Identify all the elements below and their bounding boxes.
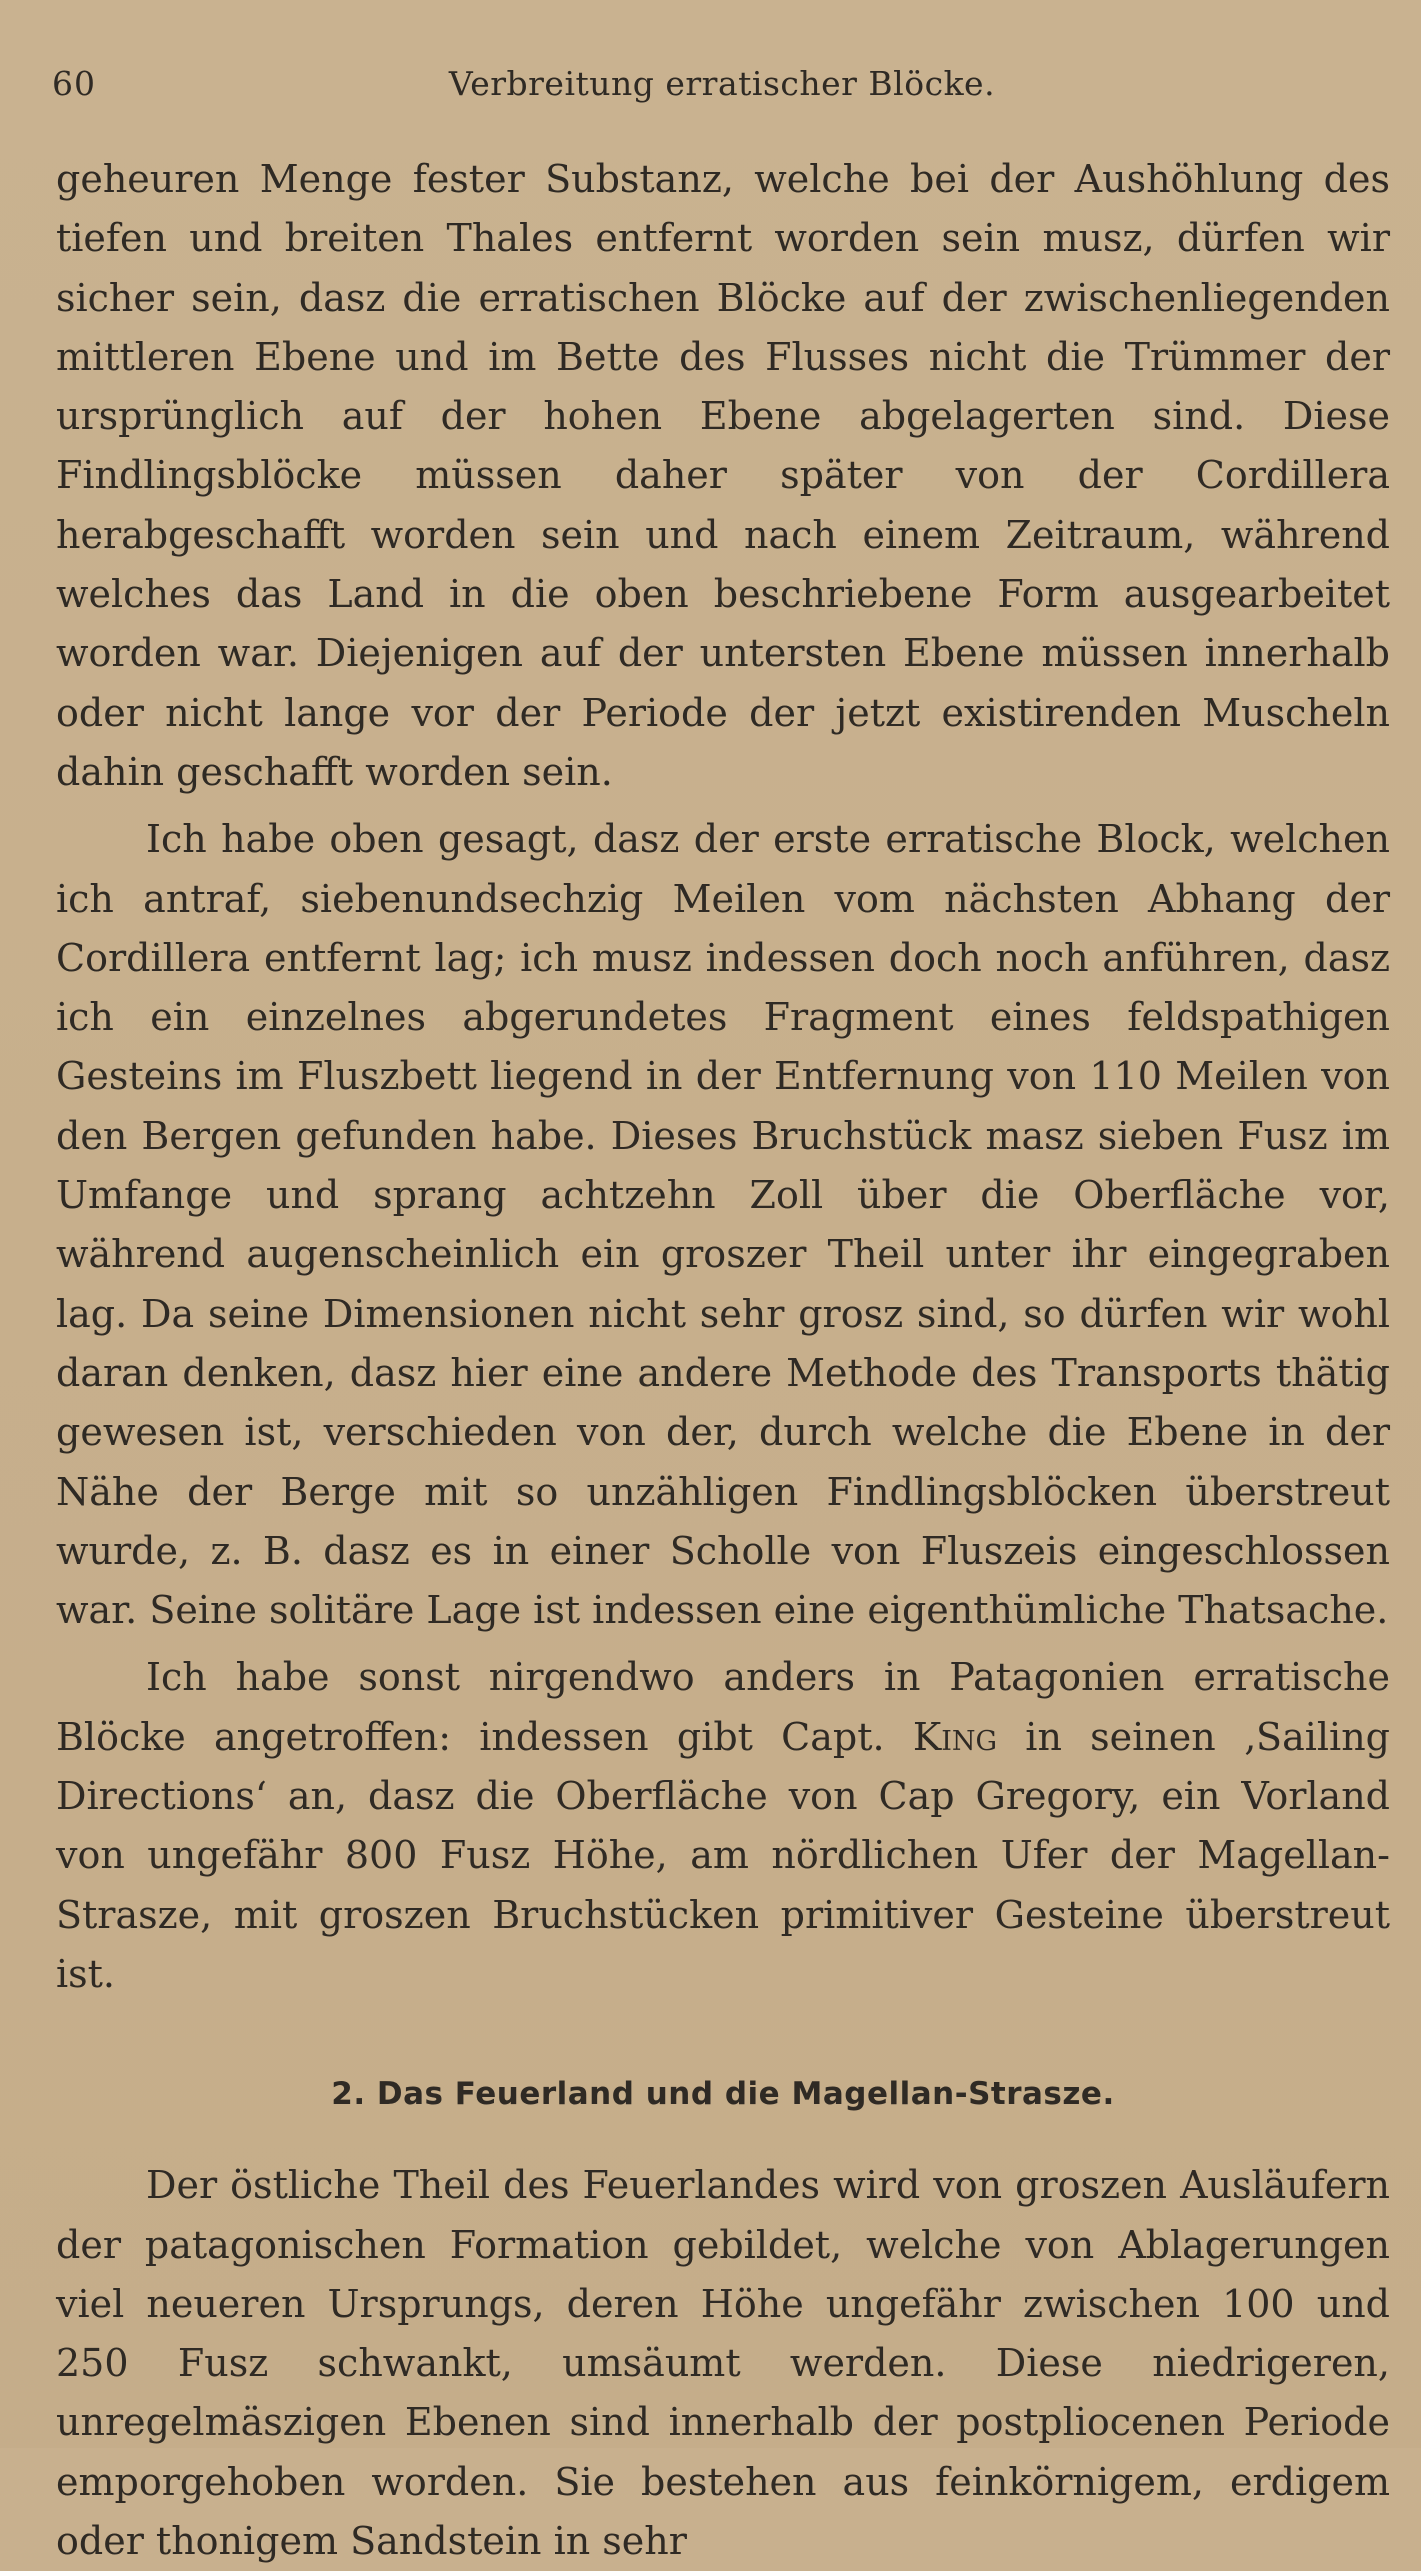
- author-name-king: King: [912, 1714, 998, 1759]
- running-title: Verbreitung erratischer Blöcke.: [448, 64, 996, 103]
- paragraph-1: geheuren Menge fester Substanz, welche bei der Aushöhlung des tiefen und breiten Thales entfernt worden sein musz, dürfen wir sicher sein, dasz die erratischen Blöcke auf der zwischenliegenden mittleren Ebene und im Bette des Flusses nicht die Trümmer der ursprünglich auf der hohen Ebene abgelagerten sind. Diese Findlingsblöcke müssen daher später von der Cordillera herabgeschafft worden sein und nach einem Zeitraum, während welches das Land in die oben beschriebene Form ausgearbeitet worden war. Diejenigen auf der untersten Ebene müssen innerhalb oder nicht lange vor der Periode der jetzt existirenden Muscheln dahin geschafft worden sein.: [56, 157, 1390, 794]
- page-header: [52, 64, 1392, 114]
- paragraph-3-text-before: Ich habe sonst nirgendwo anders in Patagonien erratische Blöcke angetroffen: indessen gibt Capt.: [56, 1655, 1390, 1759]
- paragraph-2: Ich habe oben gesagt, dasz der erste erratische Block, welchen ich antraf, siebenundsechzig Meilen vom nächsten Abhang der Cordillera entfernt lag; ich musz indessen doch noch anführen, dasz ich ein einzelnes abgerundetes Fragment eines feldspathigen Gesteins im Fluszbett liegend in der Entfernung von 110 Meilen von den Bergen gefunden habe. Dieses Bruchstück masz sieben Fusz im Umfange und sprang achtzehn Zoll über die Oberfläche vor, während augenscheinlich ein groszer Theil unter ihr eingegraben lag. Da seine Dimensionen nicht sehr grosz sind, so dürfen wir wohl daran denken, dasz hier eine andere Methode des Transports thätig gewesen ist, verschieden von der, durch welche die Ebene in der Nähe der Berge mit so unzähligen Findlingsblöcken überstreut wurde, z. B. dasz es in einer Scholle von Fluszeis eingeschlossen war. Seine solitäre Lage ist indessen eine eigenthümliche Thatsache.: [56, 817, 1390, 1633]
- section-heading: 2. Das Feuerland und die Magellan-Strasze.: [331, 2076, 1115, 2113]
- page-number: 60: [52, 64, 96, 103]
- paragraph-3-text-after: in seinen ‚Sailing Directions‘ an, dasz die Oberfläche von Cap Gregory, ein Vorland von ungefähr 800 Fusz Höhe, am nördlichen Ufer der Magellan-Strasze, mit groszen Bruchstücken primitiver Gesteine überstreut ist.: [56, 1714, 1390, 1996]
- body-text: [56, 150, 1390, 2571]
- paragraph-3: [56, 1648, 1390, 2004]
- section-paragraph-1: Der östliche Theil des Feuerlandes wird von groszen Ausläufern der patagonischen Formation gebildet, welche von Ablagerungen viel neueren Ursprungs, deren Höhe ungefähr zwischen 100 und 250 Fusz schwankt, umsäumt werden. Diese niedrigeren, unregelmäszigen Ebenen sind innerhalb der postpliocenen Periode emporgehoben worden. Sie bestehen aus feinkörnigem, erdigem oder thonigem Sandstein in sehr: [56, 2163, 1390, 2563]
